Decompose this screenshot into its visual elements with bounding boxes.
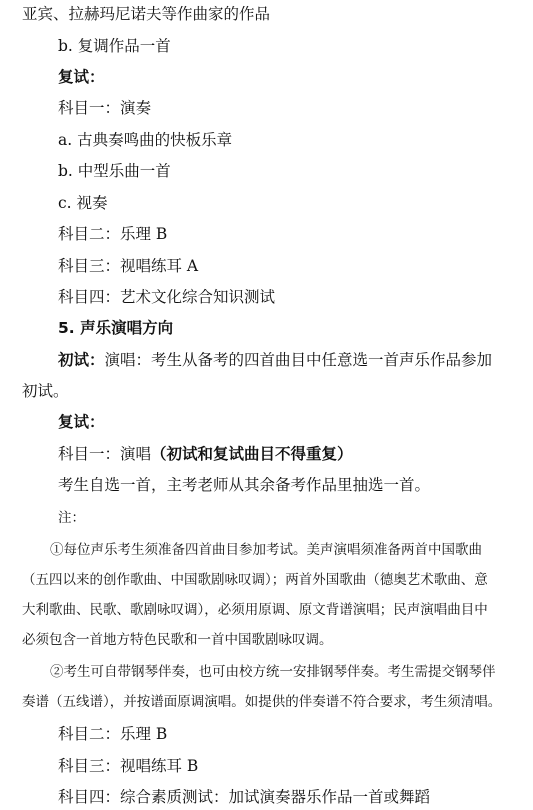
text-line: c. 视奏 [58, 194, 108, 212]
text-line: 科目二：乐理 B [58, 725, 168, 743]
note-line: ②考生可自带钢琴伴奏，也可由校方统一安排钢琴伴奏。考生需提交钢琴伴 [50, 664, 496, 680]
note-line: 奏谱（五线谱），并按谱面原调演唱。如提供的伴奏谱不符合要求，考生须清唱。 [22, 694, 502, 710]
text-line [58, 444, 353, 464]
text-line: 初试。 [22, 382, 69, 400]
text-line: 科目三：视唱练耳 B [58, 757, 199, 775]
text-line: 科目三：视唱练耳 A [58, 257, 199, 275]
text-line [58, 350, 492, 370]
text-line: 科目一：演奏 [58, 99, 152, 117]
section-heading: 复试： [58, 413, 105, 431]
text-line: b. 中型乐曲一首 [58, 162, 171, 180]
section-heading: 复试： [58, 68, 105, 86]
text-line: 科目四：艺术文化综合知识测试 [58, 288, 276, 306]
note-line: 大利歌曲、民歌、歌剧咏叹调），必须用原调、原文背谱演唱；民声演唱曲目中 [22, 602, 488, 618]
text-line: 科目四：综合素质测试：加试演奏器乐作品一首或舞蹈 [58, 788, 431, 806]
inline-heading: 初试： [58, 351, 105, 369]
section-heading: 5. 声乐演唱方向 [58, 319, 174, 337]
text-line: 科目二：乐理 B [58, 225, 168, 243]
text-line: b. 复调作品一首 [58, 37, 171, 55]
text-line: 考生自选一首，主考老师从其余备考作品里抽选一首。 [58, 476, 431, 494]
note-line: 必须包含一首地方特色民歌和一首中国歌剧咏叹调。 [22, 632, 333, 648]
text-line: 亚宾、拉赫玛尼诺夫等作曲家的作品 [22, 5, 271, 23]
note-line: ①每位声乐考生须准备四首曲目参加考试。美声演唱须准备两首中国歌曲 [50, 542, 482, 558]
note-label: 注： [58, 510, 85, 526]
text-span: 科目一：演唱 [58, 445, 152, 463]
text-span: 演唱：考生从备考的四首曲目中任意选一首声乐作品参加 [104, 351, 493, 369]
text-line: a. 古典奏鸣曲的快板乐章 [58, 131, 233, 149]
emphasis-span: （初试和复试曲目不得重复） [151, 445, 353, 463]
note-line: （五四以来的创作歌曲、中国歌剧咏叹调）；两首外国歌曲（德奥艺术歌曲、意 [22, 572, 488, 588]
